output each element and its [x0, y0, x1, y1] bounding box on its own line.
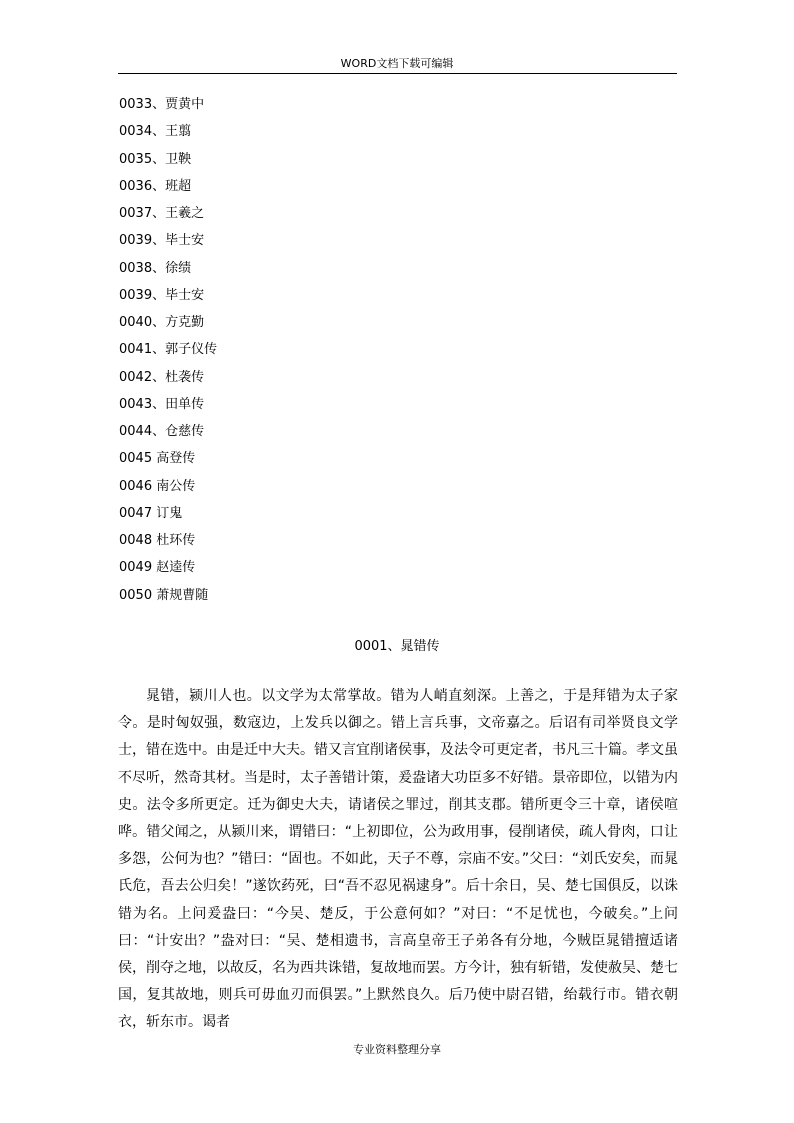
page-footer: 专业资料整理分享 — [353, 1043, 441, 1056]
toc-item: 0038、徐绩 — [119, 260, 192, 276]
toc-item: 0037、王羲之 — [119, 206, 205, 221]
section-body: 晁错，颍川人也。以文学为太常掌故。错为人峭直刻深。上善之，于是拜错为太子家令。是时匈奴强，数寇边，上发兵以御之。错上言兵事，文帝嘉之。后诏有司举贤良文学士，错在选中。由是迁中大夫。错又言宜削诸侯事，及法令可更定者，书凡三十篇。孝文虽不尽听，然奇其材。当是时，太子善错计策，爰盎诸大功臣多不好错。景帝即位，以错为内史。法令多所更定。迁为御史大夫，请诸侯之罪过，削其支郡。错所更令三十章，诸侯喧哗。错父闻之，从颍川来，谓错曰：“上初即位，公为政用事，侵削诸侯，疏人骨肉，口让多怨，公何为也？”错曰：“固也。不如此，天子不尊，宗庙不安。”父曰：“刘氏安矣，而晁氏危，吾去公归矣！”遂饮药死，曰“吾不忍见祸逮身”。后十余日，吴、楚七国俱反，以诛错为名。上问爰盎曰：“今吴、楚反，于公意何如？”对曰：“不足忧也，今破矣。”上问曰：“计安出？”盎对曰：“吴、楚相遗书，言高皇帝王子弟各有分地，今贼臣晁错擅适诸侯，削夺之地，以故反，名为西共诛错，复故地而罢。方今计，独有斩错，发使赦吴、楚七国，复其故地，则兵可毋血刃而俱罢。”上默然良久。后乃使中尉召错，绐载行市。错衣朝衣，斩东市。谒者 — [118, 688, 678, 1031]
toc-item: 0044、仓慈传 — [119, 424, 205, 439]
table-of-contents — [119, 94, 419, 612]
toc-item: 0035、卫鞅 — [119, 151, 192, 167]
section-title: 0001、晁错传 — [354, 639, 440, 654]
toc-item: 0047 订鬼 — [119, 505, 183, 521]
toc-item: 0049 赵逵传 — [119, 560, 196, 576]
toc-item: 0043、田单传 — [119, 396, 205, 412]
toc-item: 0045 高登传 — [119, 451, 196, 467]
toc-item: 0046 南公传 — [119, 478, 196, 494]
header-divider — [118, 73, 677, 74]
toc-item: 0036、班超 — [119, 178, 192, 194]
toc-item: 0048 杜环传 — [119, 533, 196, 548]
toc-item: 0033、贾黄中 — [119, 97, 205, 112]
toc-item: 0039、毕士安 — [119, 287, 205, 303]
toc-item: 0034、王翦 — [119, 124, 192, 140]
toc-item: 0042、杜袭传 — [119, 369, 205, 385]
toc-item: 0050 萧规曹随 — [119, 587, 209, 603]
toc-item: 0040、方克勤 — [119, 315, 205, 330]
toc-item: 0039、毕士安 — [119, 233, 205, 249]
page-header: WORD文档下载可编辑 — [340, 57, 454, 70]
toc-item: 0041、郭子仪传 — [119, 342, 218, 358]
